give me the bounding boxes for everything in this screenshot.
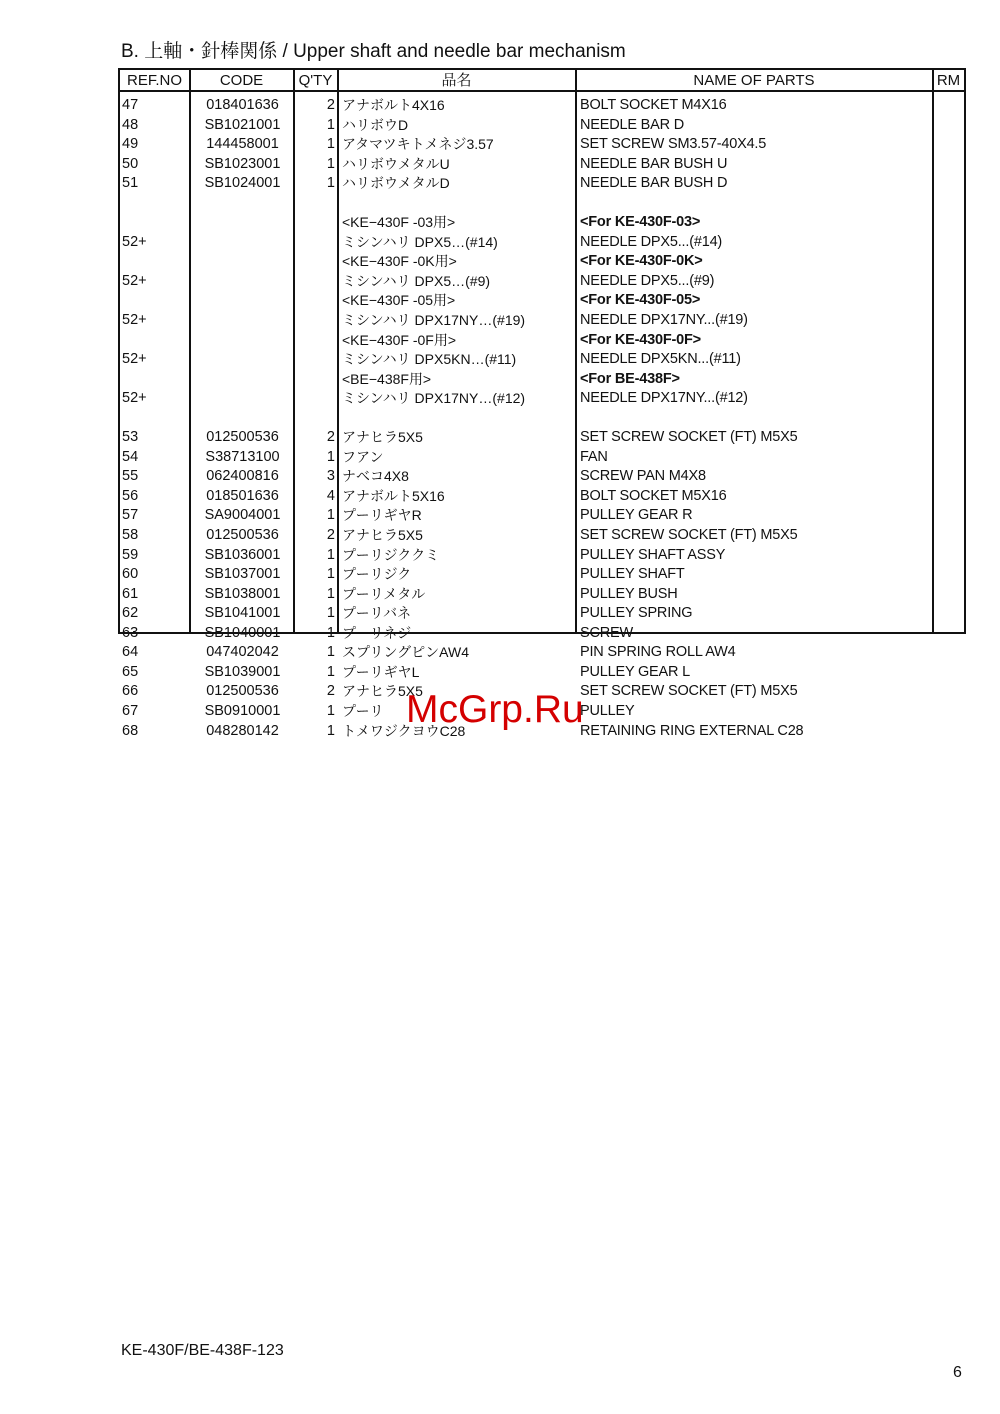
cell-ref-no: 68 [122,722,139,739]
table-row [120,585,964,605]
cell-code: S38713100 [205,448,280,465]
cell-qty: 1 [326,624,335,641]
cell-name-en: PULLEY GEAR L [580,663,690,680]
cell-name-en: NEEDLE DPX5KN...(#11) [580,351,741,368]
cell-name-jp: アナヒラ5X5 [342,527,423,544]
cell-name-jp: アナボルト4X16 [342,97,445,113]
cell-name-en: PULLEY BUSH [580,585,678,602]
cell-name-jp: スプリングピンAW4 [342,644,469,661]
cell-name-jp: トメワジクヨウC28 [342,722,466,739]
cell-ref-no: 50 [122,155,139,172]
cell-qty: 3 [326,468,335,485]
cell-code: 047402042 [206,644,279,661]
cell-name-en: PIN SPRING ROLL AW4 [580,644,736,661]
cell-qty: 1 [326,566,335,583]
cell-name-jp: ハリボウメタルD [342,175,450,192]
cell-name-en: NEEDLE DPX17NY...(#19) [580,312,748,329]
table-row [120,96,964,116]
cell-name-jp: アナボルト5X16 [342,487,445,504]
cell-code: SB1041001 [204,605,281,622]
cell-name-en: PULLEY SHAFT ASSY [580,546,726,563]
cell-name-jp: <KE−430F -05用> [342,292,456,309]
cell-qty: 1 [326,644,335,661]
cell-name-jp: <BE−438F用> [342,370,432,387]
cell-name-jp: <KE−430F -03用> [342,214,456,231]
table-row [120,370,964,390]
cell-code: 062400816 [206,468,279,485]
cell-name-en: NEEDLE DPX5...(#9) [580,272,715,289]
cell-ref-no: 55 [122,468,139,485]
cell-name-en: NEEDLE BAR BUSH D [580,175,728,192]
cell-ref-no: 47 [122,97,139,113]
cell-name-jp: <KE−430F -0K用> [342,253,457,270]
cell-code: SB1021001 [204,116,281,133]
cell-name-jp: アタマツキトメネジ3.57 [342,136,494,153]
cell-qty: 1 [326,605,335,622]
cell-name-en: SET SCREW SOCKET (FT) M5X5 [580,683,798,700]
cell-name-en: RETAINING RING EXTERNAL C28 [580,722,804,739]
cell-ref-no: 62 [122,605,139,622]
cell-name-en: BOLT SOCKET M5X16 [580,487,727,504]
table-row [120,174,964,194]
cell-name-jp: ミシンハリ DPX17NY…(#12) [342,390,526,407]
cell-code: SB1040001 [204,624,281,641]
table-row [120,331,964,351]
cell-ref-no: 63 [122,624,139,641]
table-row [120,663,964,683]
cell-qty: 2 [326,97,335,113]
cell-name-jp: ナベコ4X8 [342,468,409,485]
header-name-jp: 品名 [441,72,472,89]
cell-name-en: PULLEY [580,702,635,719]
table-row [120,546,964,566]
cell-name-jp: ハリボウメタルU [342,155,450,172]
header-code: CODE [219,72,264,89]
table-row [120,604,964,624]
cell-name-en: <For KE-430F-0K> [580,253,703,270]
cell-ref-no: 67 [122,702,139,719]
cell-qty: 1 [326,155,335,172]
header-divider [120,90,964,92]
cell-code: SB1023001 [204,155,281,172]
header-qty: Q'TY [298,72,333,89]
cell-ref-no: 53 [122,429,139,446]
cell-qty: 1 [326,585,335,602]
cell-name-en: FAN [580,448,608,465]
table-row [120,291,964,311]
cell-code: 012500536 [206,429,279,446]
cell-ref-no: 64 [122,644,139,661]
table-row [120,467,964,487]
cell-code: 018501636 [206,487,279,504]
cell-code: SB1037001 [204,566,281,583]
table-row [120,643,964,663]
table-row [120,487,964,507]
cell-name-en: SET SCREW SOCKET (FT) M5X5 [580,429,798,446]
cell-name-jp: アナヒラ5X5 [342,683,423,700]
cell-qty: 1 [326,448,335,465]
cell-name-en: BOLT SOCKET M4X16 [580,97,727,113]
cell-name-en: NEEDLE DPX5...(#14) [580,233,723,250]
cell-name-jp: プーリジククミ [342,546,440,563]
table-row [120,116,964,136]
cell-ref-no: 59 [122,546,139,563]
cell-name-en: SCREW PAN M4X8 [580,468,706,485]
cell-name-jp: プーリギヤL [342,663,420,680]
table-row [120,526,964,546]
cell-name-jp: プーリギヤR [342,507,422,524]
page-number: 6 [953,1364,962,1381]
cell-name-jp: ハリボウD [342,116,409,133]
cell-ref-no: 65 [122,663,139,680]
cell-code: SB0910001 [204,702,281,719]
cell-name-en: SCREW [580,624,633,641]
table-row [120,448,964,468]
cell-name-jp: ミシンハリ DPX5KN…(#11) [342,351,517,368]
table-row [120,135,964,155]
table-row [120,506,964,526]
cell-qty: 1 [326,722,335,739]
header-rm: RM [936,72,961,89]
cell-ref-no: 51 [122,175,139,192]
table-row [120,311,964,331]
table-row [120,272,964,292]
cell-ref-no: 57 [122,507,139,524]
cell-name-en: NEEDLE BAR BUSH U [580,155,728,172]
footer-model: KE-430F/BE-438F-123 [121,1342,284,1359]
cell-code: SB1036001 [204,546,281,563]
cell-code: SB1038001 [204,585,281,602]
cell-name-jp: ミシンハリ DPX5…(#14) [342,233,498,250]
cell-name-en: SET SCREW SM3.57-40X4.5 [580,136,767,153]
table-row [120,389,964,409]
cell-name-en: NEEDLE BAR D [580,116,684,133]
cell-name-jp: プーリバネ [342,605,412,622]
header-name-en: NAME OF PARTS [693,72,815,89]
table-row [120,624,964,644]
cell-ref-no: 52+ [122,233,147,250]
cell-name-en: SET SCREW SOCKET (FT) M5X5 [580,527,798,544]
table-row [120,350,964,370]
cell-qty: 1 [326,507,335,524]
page-title: B. 上軸・針棒関係 / Upper shaft and needle bar mechanism [121,41,626,62]
cell-code: 048280142 [206,722,279,739]
cell-ref-no: 58 [122,527,139,544]
cell-code: 012500536 [206,527,279,544]
cell-qty: 4 [326,487,335,504]
cell-ref-no: 56 [122,487,139,504]
cell-name-en: <For KE-430F-03> [580,214,701,231]
cell-qty: 1 [326,546,335,563]
table-row [120,213,964,233]
table-row [120,409,964,429]
table-row [120,194,964,214]
cell-qty: 1 [326,175,335,192]
cell-ref-no: 52+ [122,351,147,368]
cell-code: SA9004001 [204,507,281,524]
cell-qty: 1 [326,663,335,680]
cell-name-jp: アナヒラ5X5 [342,429,423,446]
cell-qty: 1 [326,116,335,133]
table-row [120,565,964,585]
cell-name-jp: プーリメタル [342,585,426,602]
cell-qty: 2 [326,527,335,544]
cell-name-en: <For BE-438F> [580,370,680,387]
table-row [120,155,964,175]
cell-name-en: PULLEY SPRING [580,605,693,622]
cell-name-en: <For KE-430F-0F> [580,331,701,348]
cell-name-jp: ミシンハリ DPX5…(#9) [342,272,491,289]
cell-ref-no: 49 [122,136,139,153]
cell-ref-no: 60 [122,566,139,583]
cell-name-en: <For KE-430F-05> [580,292,701,309]
cell-name-jp: プーリ [342,702,384,719]
cell-ref-no: 52+ [122,312,147,329]
table-row [120,233,964,253]
cell-qty: 1 [326,702,335,719]
cell-ref-no: 54 [122,448,139,465]
cell-name-en: PULLEY SHAFT [580,566,685,583]
cell-name-en: PULLEY GEAR R [580,507,693,524]
cell-qty: 1 [326,136,335,153]
cell-code: SB1039001 [204,663,281,680]
cell-code: 018401636 [206,97,279,113]
cell-ref-no: 52+ [122,272,147,289]
cell-name-jp: フアン [342,448,384,465]
table-row [120,252,964,272]
header-ref-no: REF.NO [126,72,182,89]
table-row [120,428,964,448]
cell-ref-no: 66 [122,683,139,700]
cell-ref-no: 48 [122,116,139,133]
cell-code: 144458001 [206,136,279,153]
cell-name-jp: プーリネジ [342,624,412,641]
cell-name-jp: ミシンハリ DPX17NY…(#19) [342,312,526,329]
table-body [120,96,964,741]
cell-qty: 2 [326,429,335,446]
cell-ref-no: 61 [122,585,139,602]
cell-name-jp: <KE−430F -0F用> [342,331,457,348]
cell-ref-no: 52+ [122,390,147,407]
cell-code: 012500536 [206,683,279,700]
cell-code: SB1024001 [204,175,281,192]
cell-qty: 2 [326,683,335,700]
cell-name-jp: プーリジク [342,566,412,583]
watermark: McGrp.Ru [406,688,584,731]
cell-name-en: NEEDLE DPX17NY...(#12) [580,390,748,407]
